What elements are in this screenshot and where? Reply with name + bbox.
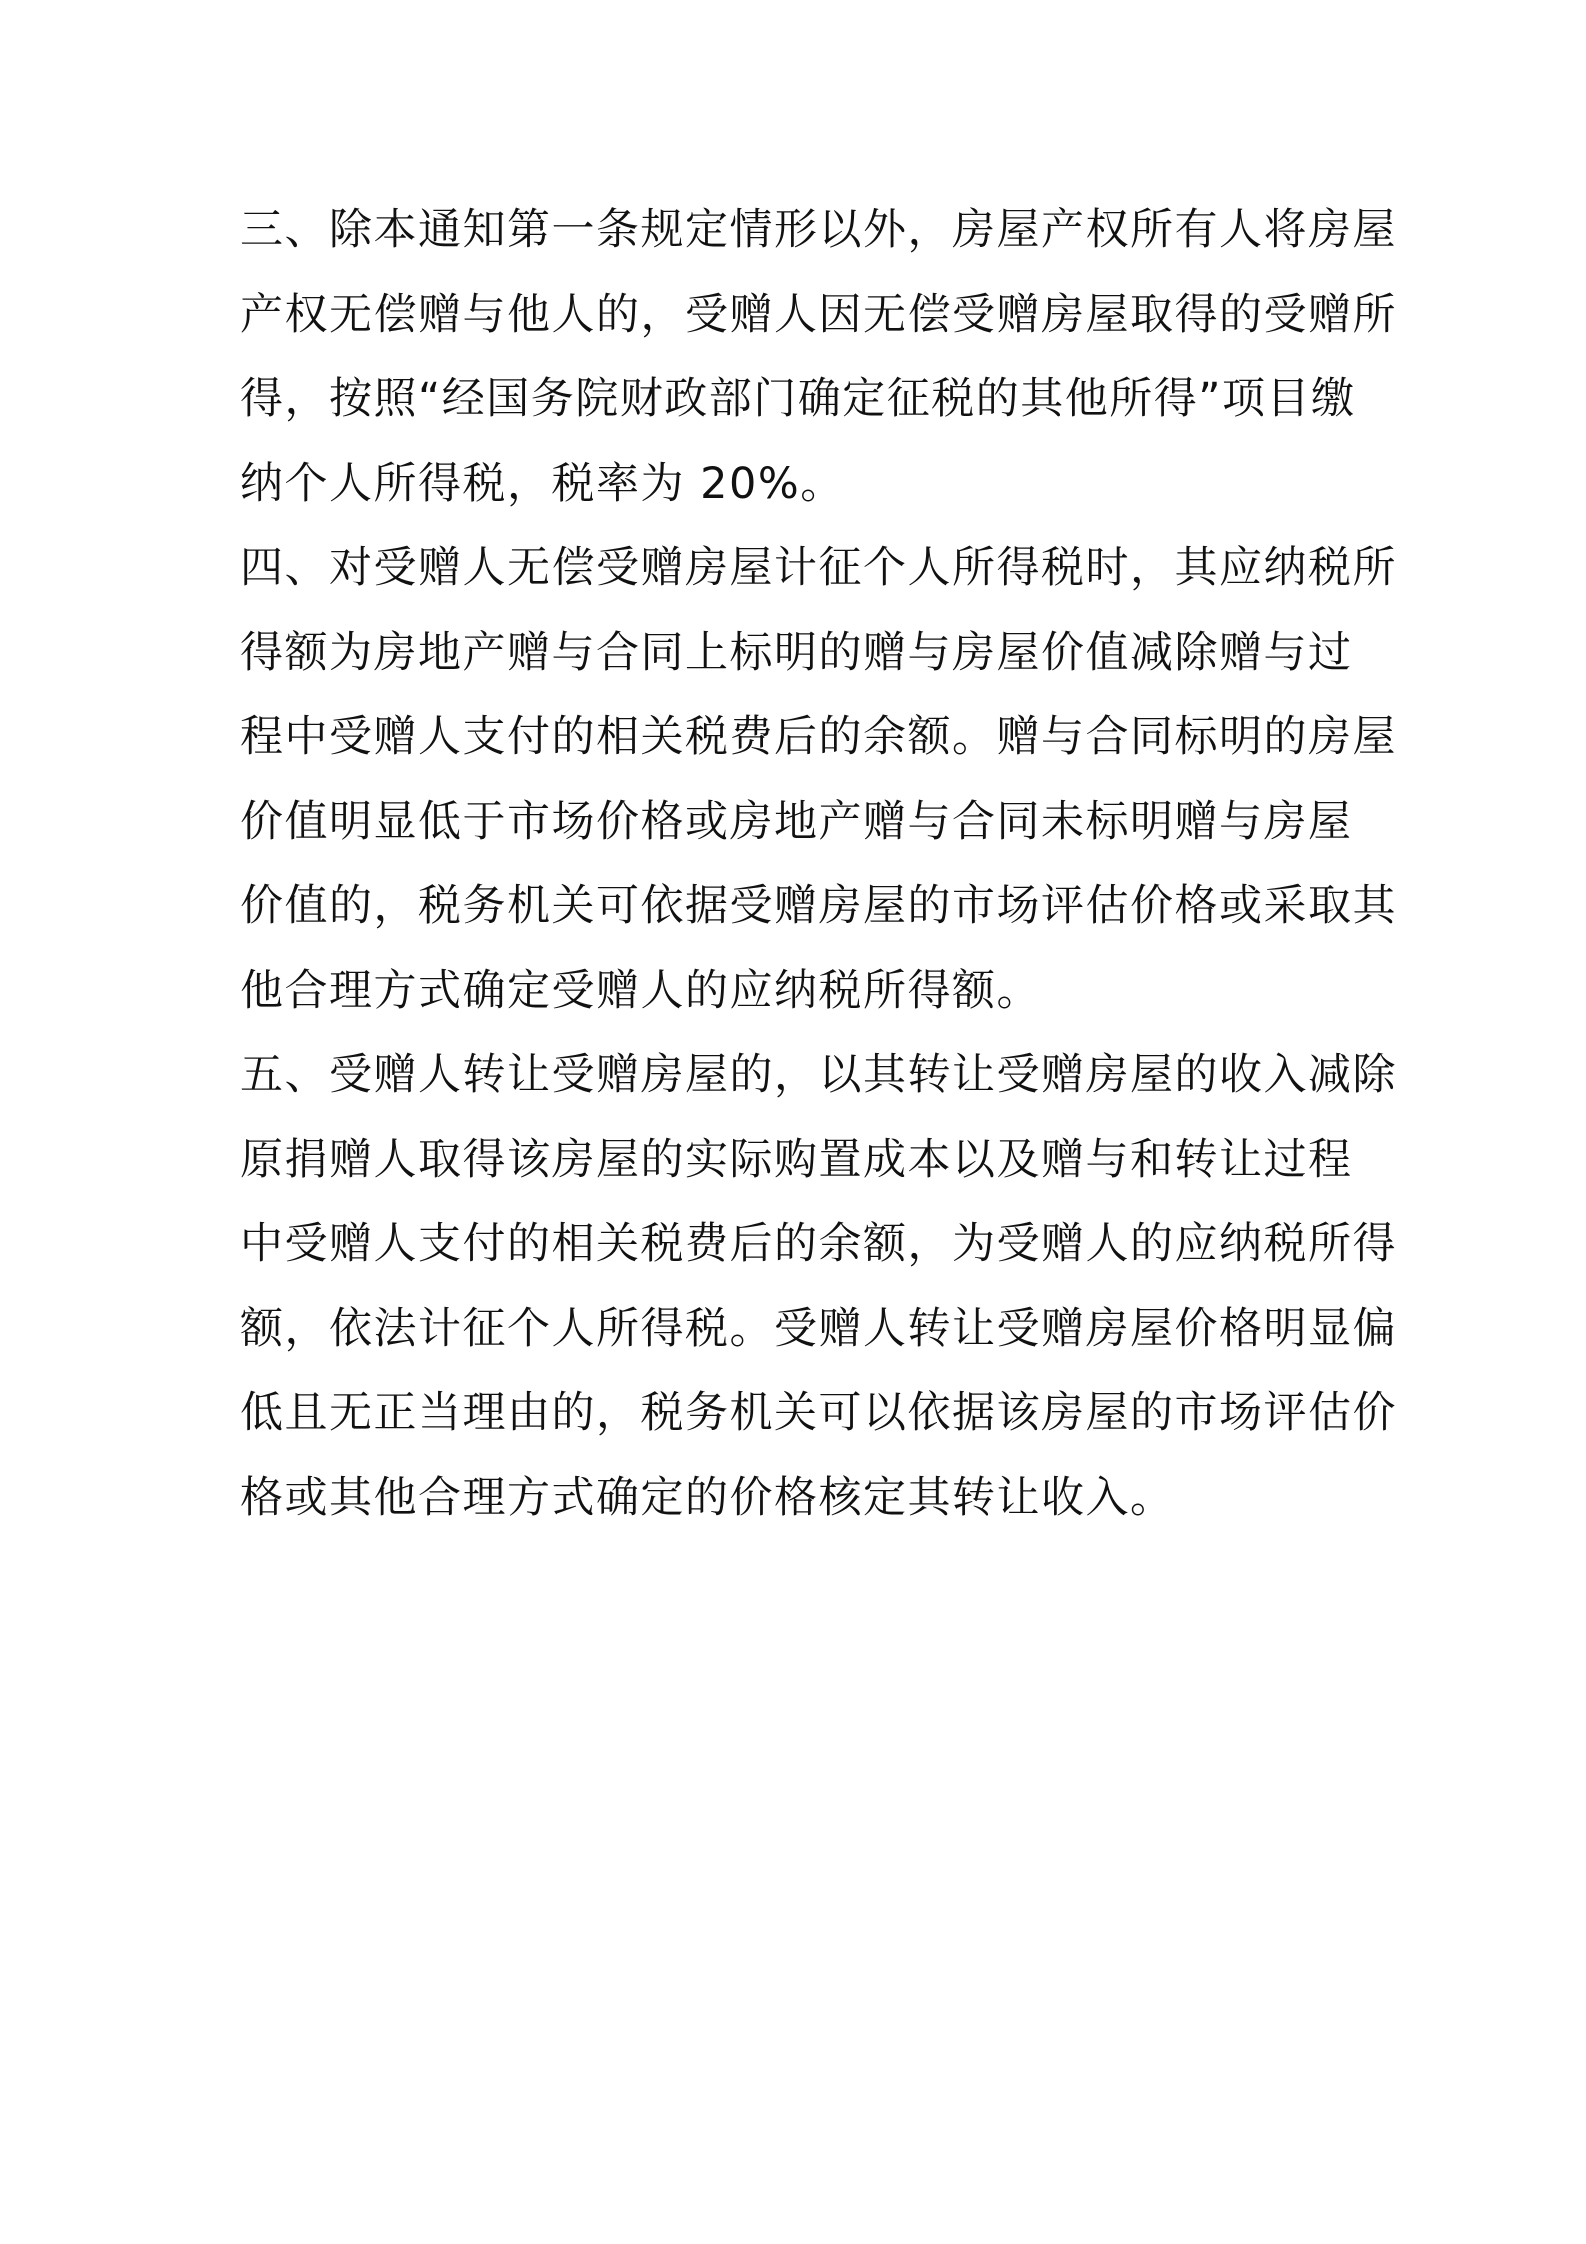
paragraph-line: 中受赠人支付的相关税费后的余额，为受赠人的应纳税所得 xyxy=(240,1219,1397,1269)
paragraph-line: 得，按照“经国务院财政部门确定征税的其他所得”项目缴 xyxy=(240,374,1356,424)
paragraph-line: 额，依法计征个人所得税。受赠人转让受赠房屋价格明显偏 xyxy=(240,1303,1397,1354)
document-body xyxy=(240,188,1397,1540)
paragraph-line: 得额为房地产赠与合同上标明的赠与房屋价值减除赠与过 xyxy=(240,627,1353,678)
paragraph-line: 产权无偿赠与他人的，受赠人因无偿受赠房屋取得的受赠所 xyxy=(240,289,1397,340)
paragraph-line: 原捐赠人取得该房屋的实际购置成本以及赠与和转让过程 xyxy=(240,1134,1353,1185)
paragraph-3 xyxy=(240,188,1397,526)
paragraph-line: 格或其他合理方式确定的价格核定其转让收入。 xyxy=(240,1472,1175,1523)
paragraph-5 xyxy=(240,1033,1397,1540)
paragraph-line: 低且无正当理由的，税务机关可以依据该房屋的市场评估价 xyxy=(240,1388,1397,1438)
paragraph-line: 五、受赠人转让受赠房屋的，以其转让受赠房屋的收入减除 xyxy=(240,1050,1397,1100)
paragraph-line: 他合理方式确定受赠人的应纳税所得额。 xyxy=(240,965,1041,1016)
paragraph-line: 四、对受赠人无偿受赠房屋计征个人所得税时，其应纳税所 xyxy=(240,543,1397,593)
paragraph-line: 程中受赠人支付的相关税费后的余额。赠与合同标明的房屋 xyxy=(240,712,1397,762)
paragraph-line: 三、除本通知第一条规定情形以外，房屋产权所有人将房屋 xyxy=(240,205,1397,255)
paragraph-line: 价值的，税务机关可依据受赠房屋的市场评估价格或采取其 xyxy=(240,881,1397,931)
paragraph-line: 价值明显低于市场价格或房地产赠与合同未标明赠与房屋 xyxy=(240,796,1353,847)
paragraph-line: 纳个人所得税，税率为 20%。 xyxy=(240,458,845,509)
paragraph-4 xyxy=(240,526,1397,1033)
